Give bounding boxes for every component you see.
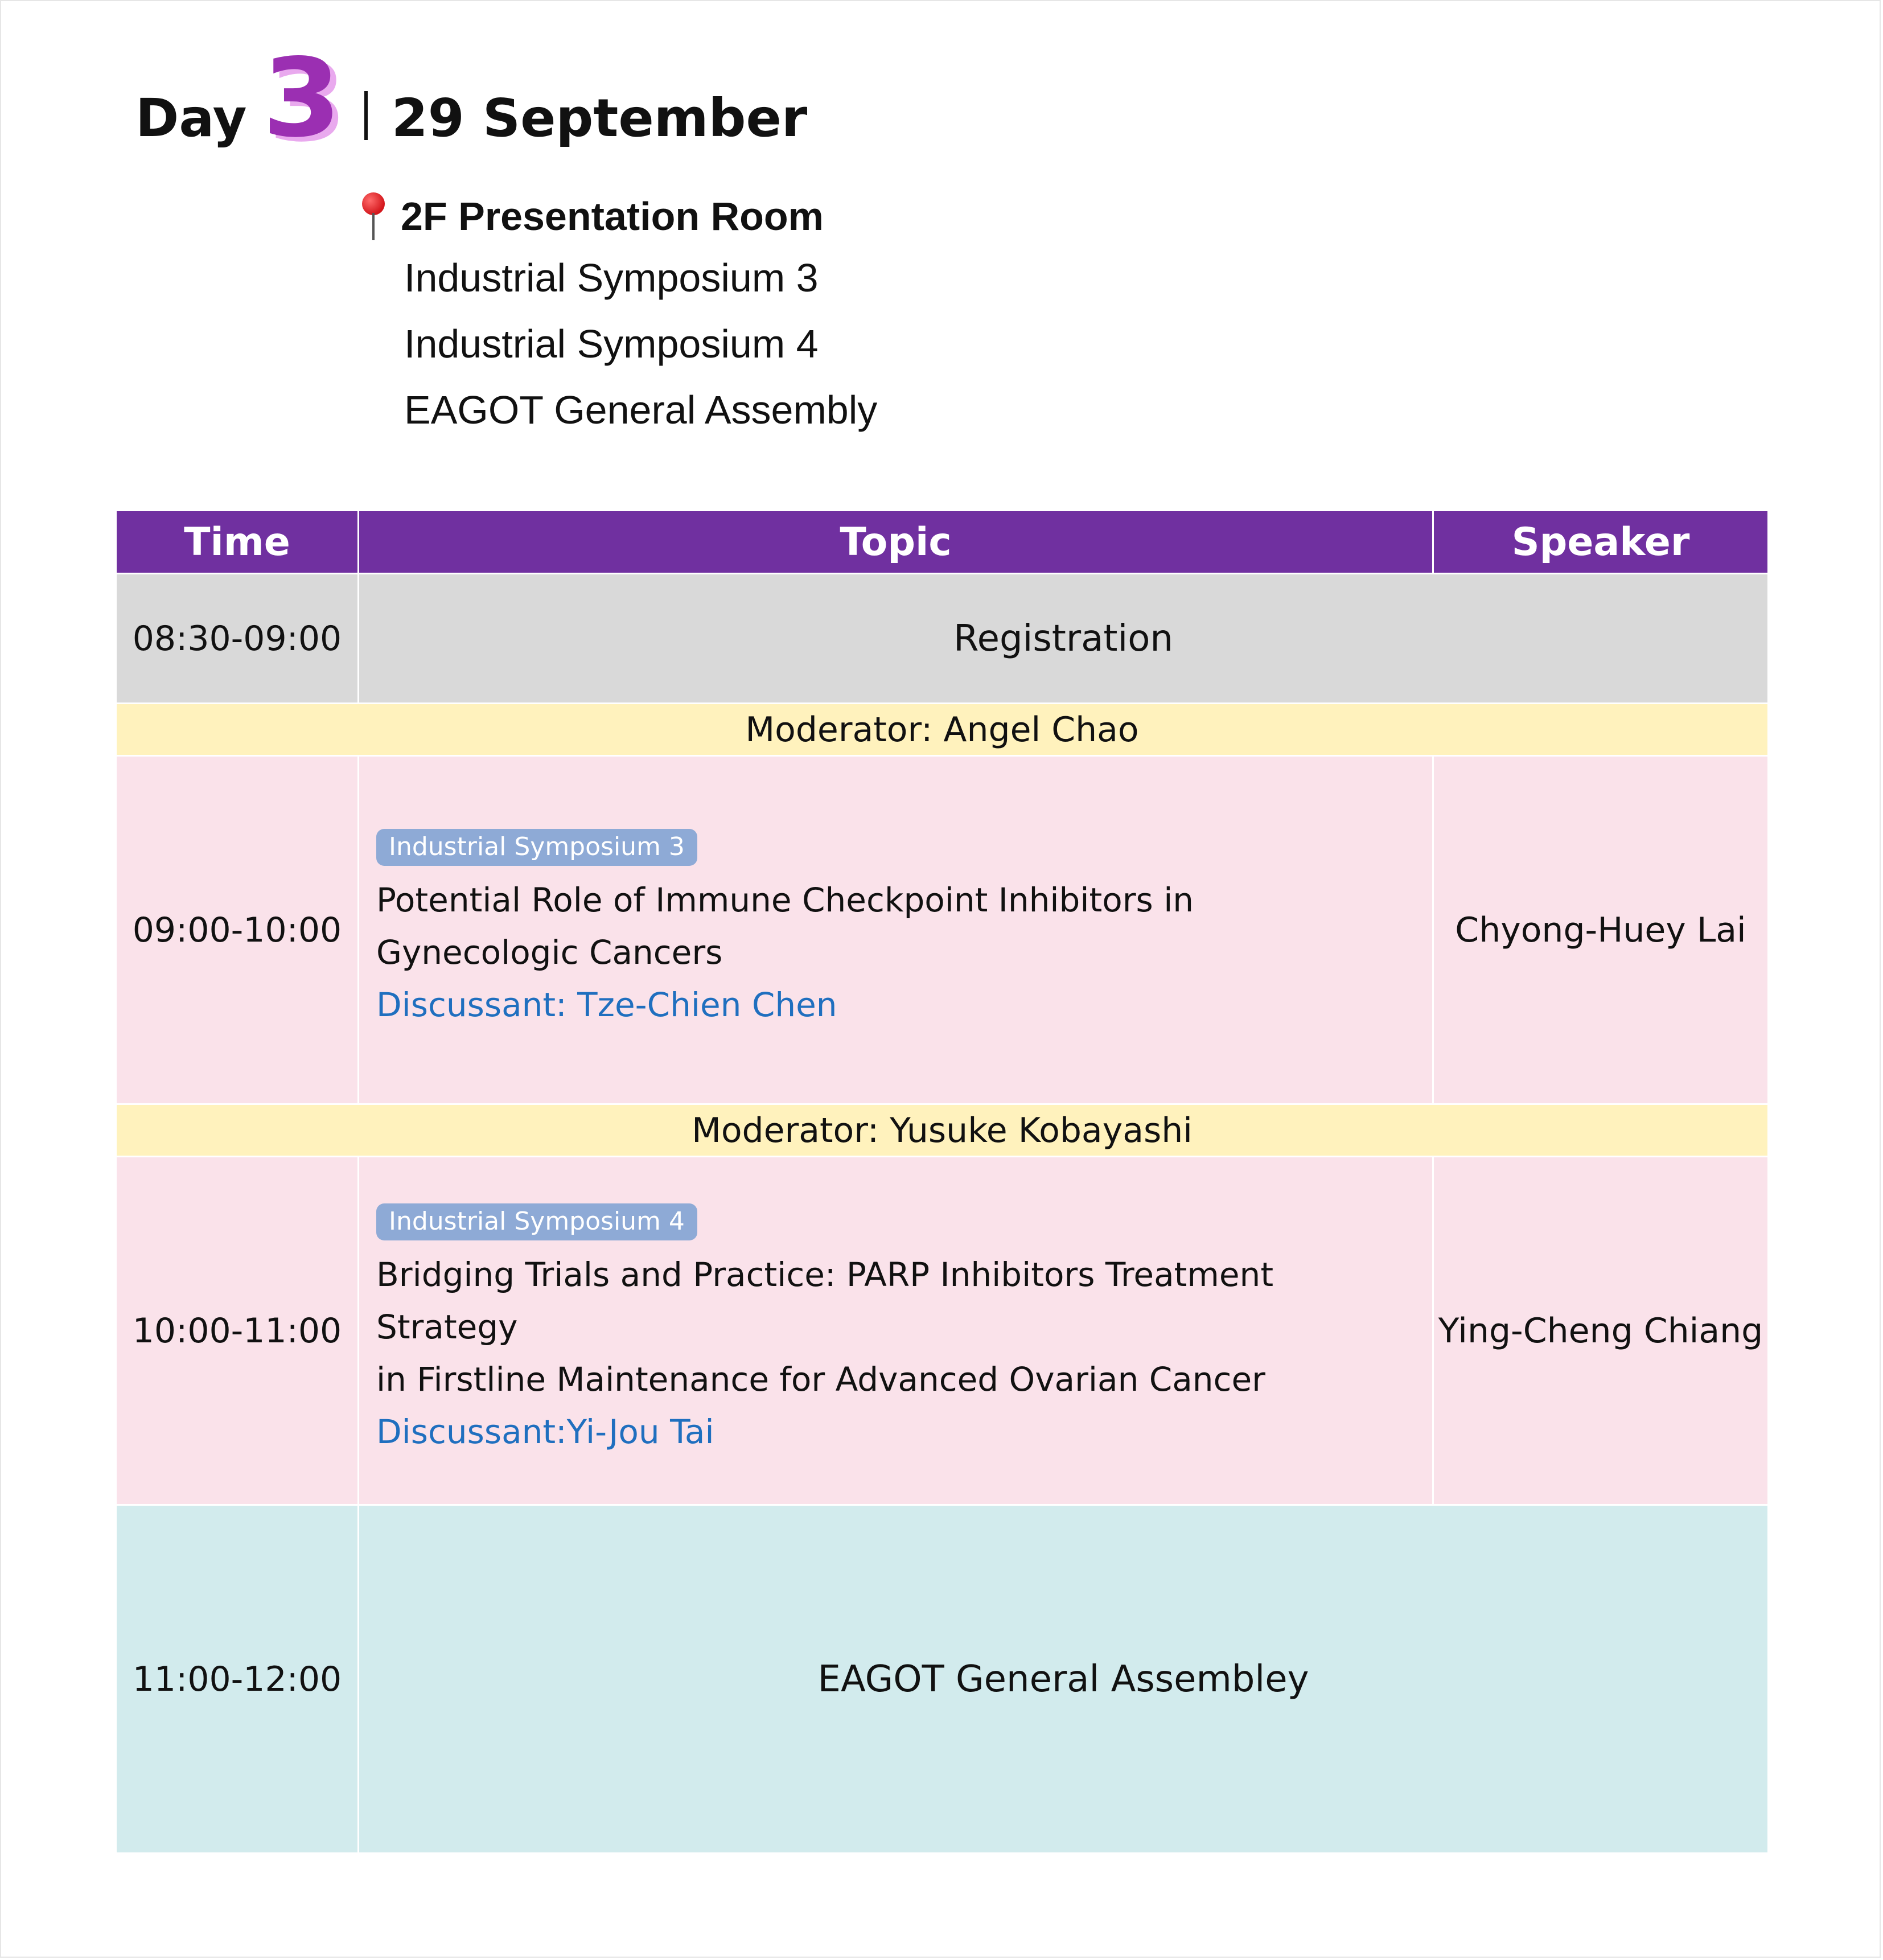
time-text: 10:00-11:00 [132,1310,342,1351]
topic-title-line: in Firstline Maintenance for Advanced Ovarian Cancer [376,1360,1265,1399]
time-cell [117,1506,359,1852]
location-event: Industrial Symposium 4 [404,322,819,366]
header-speaker: Speaker [1511,519,1690,565]
map-pin-icon [357,192,392,240]
table-row-registration [117,573,1767,702]
discussant: Discussant: Tze-Chien Chen [376,985,837,1024]
location-title-row [357,188,877,245]
speaker-cell [1434,757,1767,1103]
symposium-badge: Industrial Symposium 4 [376,1203,697,1240]
schedule-table [117,511,1767,1852]
symposium-badge: Industrial Symposium 3 [376,829,697,866]
topic-title-line: Bridging Trials and Practice: PARP Inhibitors Treatment Strategy [376,1255,1274,1346]
location-event: EAGOT General Assembly [404,388,878,432]
assembly-label: EAGOT General Assembley [817,1658,1309,1700]
speaker-cell [1434,1157,1767,1504]
registration-label: Registration [953,617,1173,660]
topic-content [359,829,1207,1031]
topic-title-line: Gynecologic Cancers [376,933,723,972]
header-date: 29 September [391,88,808,149]
topic-cell [359,757,1434,1103]
topic-cell [359,1157,1434,1504]
header-divider [364,91,368,140]
location-event: Industrial Symposium 3 [404,256,819,300]
moderator-row: Moderator: Angel Chao [117,702,1767,755]
topic-content [359,1203,1432,1458]
moderator-row: Moderator: Yusuke Kobayashi [117,1103,1767,1156]
day-label: Day [135,88,247,149]
header-time: Time [117,511,359,573]
table-row-assembly [117,1504,1767,1852]
discussant: Discussant:Yi-Jou Tai [376,1412,714,1451]
header-topic: Topic [359,511,1434,573]
speaker-name: Chyong-Huey Lai [1455,910,1746,950]
day-header [135,35,808,161]
topic-title-line: Potential Role of Immune Checkpoint Inhibitors in [376,881,1194,919]
time-cell [117,1157,359,1504]
table-row-session [117,755,1767,1103]
time-text: 09:00-10:00 [132,910,342,950]
location-block [357,188,877,443]
assembly-cell [359,1506,1767,1852]
time-cell [117,574,359,702]
time-text: 11:00-12:00 [132,1659,342,1699]
time-cell [117,757,359,1103]
room-name: 2F Presentation Room [401,194,824,239]
registration-cell [359,574,1767,702]
day-number: 3 [262,35,342,161]
table-header-row [117,511,1767,573]
table-row-session [117,1156,1767,1504]
time-text: 08:30-09:00 [132,618,342,659]
speaker-name: Ying-Cheng Chiang [1438,1310,1763,1351]
